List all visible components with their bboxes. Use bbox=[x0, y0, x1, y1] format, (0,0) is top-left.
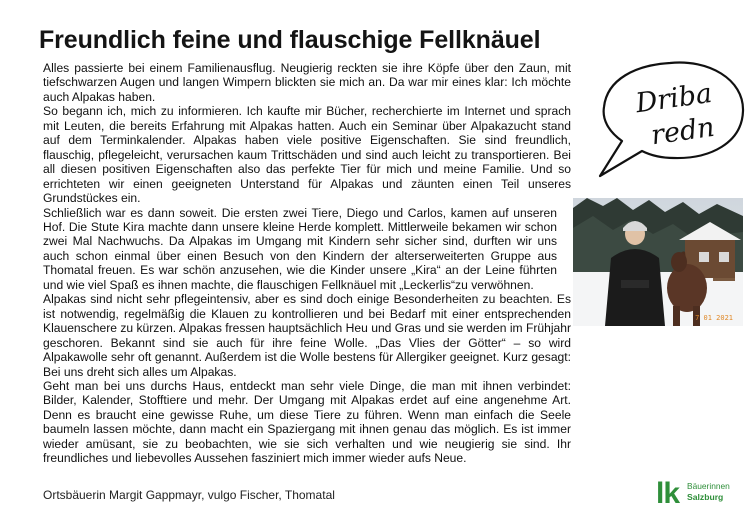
article-body bbox=[43, 61, 571, 466]
paragraph-3: Schließlich war es dann soweit. Die ersten zwei Tiere, Diego und Carlos, kamen auf unseren Hof. Die Stute Kira machte dann unsere kleine Herde komplett. Mittlerweile bekamen wir schon zwei Mal Nachwuchs. Da Alpakas im Umgang mit Kindern sehr sicher sind, durften wir uns auch schon einmal über einen Besuch von den Kindern der alterserweiterten Gruppe aus Thomatal freuen. Es war schön anzusehen, wie die Kinder unsere „Kira“ an der Leine führten und wie viel Spaß es ihnen machte, die flauschigen Fellknäuel mit „Leckerlis“zu verwöhnen. bbox=[43, 205, 557, 292]
article-title: Freundlich feine und flauschige Fellknäuel bbox=[39, 26, 541, 54]
author-signature: Ortsbäuerin Margit Gappmayr, vulgo Fischer, Thomatal bbox=[43, 488, 335, 502]
speech-bubble-icon bbox=[578, 55, 747, 185]
logo-mark: lk bbox=[656, 477, 680, 507]
bubble-text-2: redn bbox=[649, 111, 717, 152]
paragraph-1: Alles passierte bei einem Familienausflug. Neugierig reckten sie ihre Köpfe über den Zaun, mit tiefschwarzen Augen und langen Wimpern blickten sie mich an. Da war mir eines klar: Ich möchte auch Alpakas haben. bbox=[43, 61, 571, 104]
lk-logo-icon bbox=[656, 477, 736, 507]
logo-line-1: Bäuerinnen bbox=[687, 481, 730, 491]
photo-date-stamp: 7 01 2021 bbox=[695, 314, 733, 322]
paragraph-2: So begann ich, mich zu informieren. Ich kaufte mir Bücher, recherchierte im Internet und sprach mit Leuten, die bereits Erfahrung mit Alpakas hatten. Auch ein Seminar über Alpakazucht stand auf dem Terminkalender. Alpakas haben viele positive Eigenschaften. Sie sind freundlich, flauschig, pflegeleicht, verursachen kaum Trittschäden und sind auch leicht zu transportieren. Bei all diesen positiven Eigenschaften also das perfekte Tier für mich und meine Familie. Und so errichteten wir einen geeigneten Unterstand für Alpakas und zäunten einen Teil unseres Grundstückes ein. bbox=[43, 104, 571, 206]
bubble-text-1: Driba bbox=[633, 77, 714, 120]
paragraph-5: Geht man bei uns durchs Haus, entdeckt man sehr viele Dinge, die man mit ihnen verbindet: Bilder, Kalender, Stofftiere und mehr. Der Umgang mit Alpakas erdet auf eine angenehme Art. Denn es braucht eine gewisse Ruhe, um diese Tiere zu führen. Wenn man einfach die Seele baumeln lassen möchte, dann macht ein Spaziergang mit ihnen genau das möglich. Es ist immer wieder amüsant, sie zu beobachten, wie sie sich verhalten und wie neugierig sie sind. Ihr freundliches und liebevolles Aussehen fasziniert mich immer wieder aufs Neue. bbox=[43, 378, 571, 466]
alpaca-photo bbox=[573, 198, 743, 326]
logo-line-2: Salzburg bbox=[687, 492, 724, 502]
paragraph-4: Alpakas sind nicht sehr pflegeintensiv, aber es sind doch einige Besonderheiten zu beachten. Es ist notwendig, regelmäßig die Klauen zu kontrollieren und bei Bedarf mit einer entsprechenden Klauenschere zu kürzen. Alpakas fressen hauptsächlich Heu und Gras und sie werden im Frühjahr geschoren. Bekannt sind sie auch für ihre feine Wolle. „Das Vlies der Götter“ – so wird Alpakawolle sehr oft genannt. Außerdem ist die Wolle bestens für Allergiker geeignet. Kurz gesagt: Bei uns dreht sich alles um Alpakas. bbox=[43, 292, 571, 379]
